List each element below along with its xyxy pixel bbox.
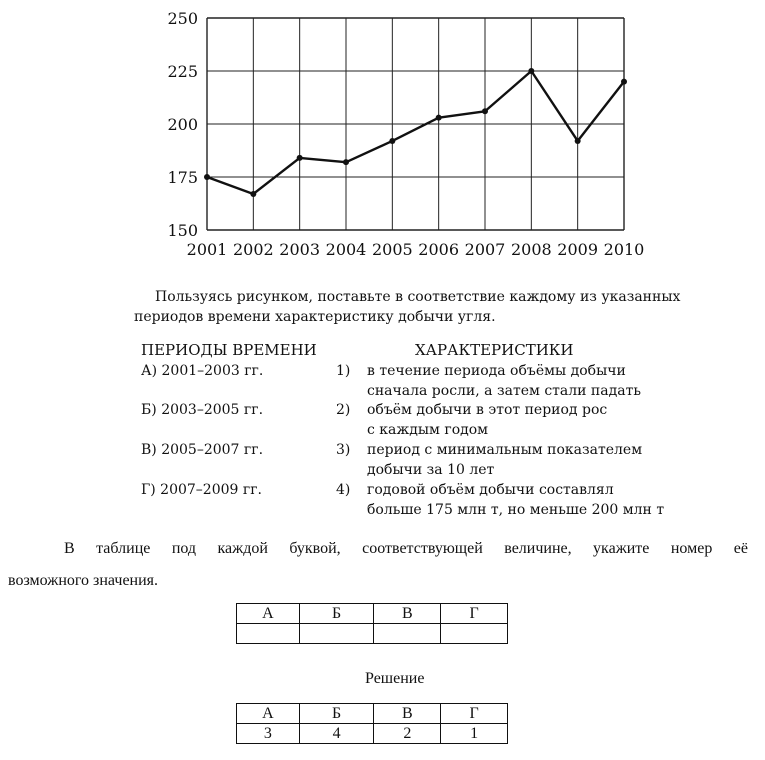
data-points: [204, 68, 627, 197]
characteristic-2-line-1: объём добычи в этот период рос: [367, 402, 608, 418]
characteristic-4-line-2: больше 175 млн т, но меньше 200 млн т: [367, 502, 665, 518]
data-point: [482, 108, 488, 114]
x-tick-label: 2003: [279, 240, 321, 259]
solution-title: Решение: [365, 670, 425, 687]
data-point: [621, 79, 627, 85]
data-point: [528, 68, 534, 74]
answer-cell-d[interactable]: [441, 624, 508, 644]
answer-table: [236, 603, 508, 644]
x-tick-label: 2008: [510, 240, 552, 259]
x-axis-tick-labels: [187, 240, 645, 259]
x-tick-label: 2005: [371, 240, 413, 259]
characteristics-header: ХАРАКТЕРИСТИКИ: [415, 341, 574, 359]
data-point: [297, 155, 303, 161]
y-tick-label: 225: [167, 62, 198, 81]
data-point: [436, 115, 442, 121]
data-point: [389, 138, 395, 144]
answer-table-letter-c: В: [374, 604, 441, 624]
table-instruction-line-2: возможного значения.: [8, 572, 159, 589]
task-intro-line-2: периодов времени характеристику добычи угля.: [134, 309, 496, 325]
series-line: [207, 71, 624, 194]
period-c: В) 2005–2007 гг.: [141, 442, 264, 458]
chart-grid: [207, 18, 624, 230]
coal-production-chart: [0, 0, 765, 270]
data-point: [575, 138, 581, 144]
answer-table-header-row: [237, 604, 508, 624]
answer-cell-b[interactable]: [299, 624, 374, 644]
x-tick-label: 2006: [418, 240, 460, 259]
characteristic-3-line-1: период с минимальным показателем: [367, 442, 643, 458]
data-point: [204, 174, 210, 180]
solution-table-letter-b: Б: [299, 704, 374, 724]
period-d: Г) 2007–2009 гг.: [141, 482, 263, 498]
data-point: [250, 191, 256, 197]
characteristic-1-line-2: сначала росли, а затем стали падать: [367, 383, 641, 399]
characteristic-4-number: 4): [336, 482, 351, 498]
period-b: Б) 2003–2005 гг.: [141, 402, 264, 418]
solution-table-value-row: [237, 724, 508, 744]
table-instruction-line-1: В таблице под каждой буквой, соответствующей величине, укажите номер её: [64, 540, 748, 557]
characteristic-3-line-2: добычи за 10 лет: [367, 462, 495, 478]
solution-table-letter-d: Г: [441, 704, 508, 724]
y-axis-tick-labels: [167, 9, 198, 240]
x-tick-label: 2004: [325, 240, 367, 259]
data-point: [343, 159, 349, 165]
characteristic-4-line-1: годовой объём добычи составлял: [367, 482, 614, 498]
solution-value-b: 4: [299, 724, 374, 744]
solution-value-a: 3: [237, 724, 300, 744]
y-tick-label: 150: [167, 221, 198, 240]
characteristic-2-number: 2): [336, 402, 351, 418]
solution-table-letter-a: А: [237, 704, 300, 724]
x-tick-label: 2010: [603, 240, 645, 259]
solution-table-header-row: [237, 704, 508, 724]
solution-table: [236, 703, 508, 744]
task-intro-line-1: Пользуясь рисунком, поставьте в соответствие каждому из указанных: [155, 289, 681, 305]
answer-table-letter-a: А: [237, 604, 300, 624]
characteristic-1-line-1: в течение периода объёмы добычи: [367, 363, 626, 379]
answer-table-answer-row: [237, 624, 508, 644]
characteristic-2-line-2: с каждым годом: [367, 422, 489, 438]
x-tick-label: 2009: [557, 240, 599, 259]
x-tick-label: 2001: [186, 240, 228, 259]
x-tick-label: 2002: [232, 240, 274, 259]
y-tick-label: 250: [167, 9, 198, 28]
answer-cell-c[interactable]: [374, 624, 441, 644]
periods-header: ПЕРИОДЫ ВРЕМЕНИ: [141, 341, 317, 359]
x-tick-label: 2007: [464, 240, 506, 259]
answer-table-letter-b: Б: [299, 604, 374, 624]
characteristic-1-number: 1): [336, 363, 351, 379]
solution-value-d: 1: [441, 724, 508, 744]
solution-table-letter-c: В: [374, 704, 441, 724]
solution-value-c: 2: [374, 724, 441, 744]
answer-cell-a[interactable]: [237, 624, 300, 644]
y-tick-label: 175: [167, 168, 198, 187]
characteristic-3-number: 3): [336, 442, 351, 458]
answer-table-letter-d: Г: [441, 604, 508, 624]
period-a: А) 2001–2003 гг.: [141, 363, 264, 379]
y-tick-label: 200: [167, 115, 198, 134]
